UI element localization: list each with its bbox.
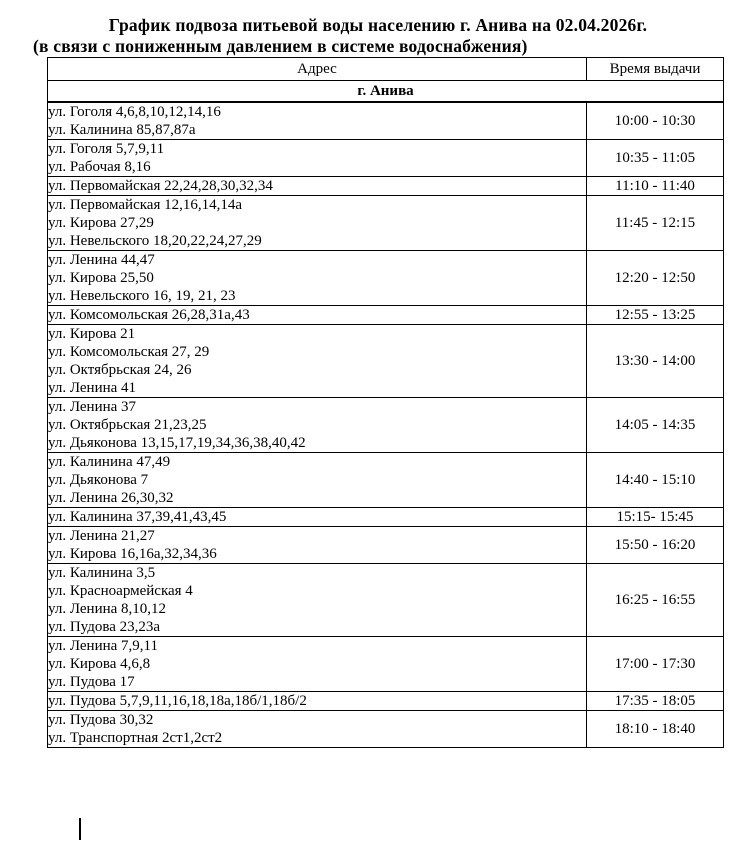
time-cell: 11:45 - 12:15: [587, 196, 724, 251]
column-header-time: Время выдачи: [587, 58, 724, 81]
time-cell: 17:00 - 17:30: [587, 637, 724, 692]
time-cell: 17:35 - 18:05: [587, 692, 724, 711]
address-line: ул. Пудова 5,7,9,11,16,18,18а,18б/1,18б/2: [48, 693, 307, 709]
address-line: ул. Дьяконова 7: [48, 472, 149, 488]
time-cell: 13:30 - 14:00: [587, 325, 724, 398]
address-line: ул. Невельского 16, 19, 21, 23: [48, 288, 236, 304]
address-line: ул. Ленина 37: [48, 399, 137, 415]
document-subtitle: (в связи с пониженным давлением в системе водоснабжения): [33, 36, 528, 56]
time-cell: 16:25 - 16:55: [587, 564, 724, 637]
address-cell: [48, 508, 587, 527]
address-cell: [48, 692, 587, 711]
address-cell: [48, 140, 587, 177]
address-line: ул. Невельского 18,20,22,24,27,29: [48, 233, 262, 249]
table-row: [48, 692, 724, 711]
table-row: [48, 564, 724, 637]
time-cell: 18:10 - 18:40: [587, 711, 724, 748]
document-page: [0, 14, 756, 844]
table-row: [48, 453, 724, 508]
table-header-row: [48, 58, 724, 81]
section-header-city: г. Анива: [48, 81, 724, 103]
address-cell: [48, 251, 587, 306]
address-cell: [48, 453, 587, 508]
address-line: ул. Дьяконова 13,15,17,19,34,36,38,40,42: [48, 435, 306, 451]
table-row: [48, 196, 724, 251]
water-delivery-schedule-table: [47, 57, 724, 748]
address-line: ул. Октябрьская 21,23,25: [48, 417, 207, 433]
table-row: [48, 527, 724, 564]
time-cell: 12:20 - 12:50: [587, 251, 724, 306]
address-line: ул. Октябрьская 24, 26: [48, 362, 192, 378]
time-cell: 11:10 - 11:40: [587, 177, 724, 196]
column-header-address: Адрес: [48, 58, 587, 81]
text-cursor: [79, 818, 81, 840]
address-line: ул. Ленина 8,10,12: [48, 601, 167, 617]
table-row: [48, 325, 724, 398]
address-line: ул. Пудова 23,23а: [48, 619, 161, 635]
address-line: ул. Комсомольская 26,28,31а,43: [48, 307, 250, 323]
address-cell: [48, 527, 587, 564]
address-cell: [48, 398, 587, 453]
section-header-row: [48, 81, 724, 103]
table-row: [48, 251, 724, 306]
address-line: ул. Красноармейская 4: [48, 583, 193, 599]
table-row: [48, 711, 724, 748]
address-line: ул. Гоголя 4,6,8,10,12,14,16: [48, 104, 221, 120]
address-cell: [48, 711, 587, 748]
address-line: ул. Кирова 21: [48, 326, 136, 342]
address-line: ул. Кирова 4,6,8: [48, 656, 151, 672]
time-cell: 10:00 - 10:30: [587, 102, 724, 140]
address-cell: [48, 196, 587, 251]
address-line: ул. Ленина 44,47: [48, 252, 155, 268]
address-line: ул. Калинина 47,49: [48, 454, 171, 470]
time-cell: 12:55 - 13:25: [587, 306, 724, 325]
address-cell: [48, 306, 587, 325]
address-line: ул. Кирова 27,29: [48, 215, 154, 231]
address-line: ул. Комсомольская 27, 29: [48, 344, 210, 360]
address-line: ул. Пудова 17: [48, 674, 135, 690]
table-row: [48, 398, 724, 453]
address-line: ул. Калинина 3,5: [48, 565, 156, 581]
time-cell: 10:35 - 11:05: [587, 140, 724, 177]
address-line: ул. Пудова 30,32: [48, 712, 154, 728]
address-line: ул. Ленина 7,9,11: [48, 638, 158, 654]
address-line: ул. Первомайская 22,24,28,30,32,34: [48, 178, 273, 194]
time-cell: 15:50 - 16:20: [587, 527, 724, 564]
address-line: ул. Гоголя 5,7,9,11: [48, 141, 165, 157]
time-cell: 14:40 - 15:10: [587, 453, 724, 508]
time-cell: 14:05 - 14:35: [587, 398, 724, 453]
table-row: [48, 508, 724, 527]
address-line: ул. Кирова 25,50: [48, 270, 154, 286]
address-cell: [48, 637, 587, 692]
table-body: [48, 102, 724, 748]
table-row: [48, 177, 724, 196]
address-line: ул. Ленина 26,30,32: [48, 490, 174, 506]
address-line: ул. Кирова 16,16а,32,34,36: [48, 546, 217, 562]
document-title: График подвоза питьевой воды населению г. Анива на 02.04.2026г.: [108, 15, 648, 35]
table-row: [48, 102, 724, 140]
address-line: ул. Калинина 37,39,41,43,45: [48, 509, 227, 525]
table-row: [48, 306, 724, 325]
table-row: [48, 637, 724, 692]
address-line: ул. Транспортная 2ст1,2ст2: [48, 730, 223, 746]
address-line: ул. Первомайская 12,16,14,14а: [48, 197, 243, 213]
address-cell: [48, 564, 587, 637]
address-cell: [48, 102, 587, 140]
table-row: [48, 140, 724, 177]
address-line: ул. Ленина 21,27: [48, 528, 155, 544]
address-line: ул. Рабочая 8,16: [48, 159, 151, 175]
address-line: ул. Ленина 41: [48, 380, 137, 396]
address-line: ул. Калинина 85,87,87а: [48, 122, 196, 138]
address-cell: [48, 177, 587, 196]
time-cell: 15:15- 15:45: [587, 508, 724, 527]
address-cell: [48, 325, 587, 398]
